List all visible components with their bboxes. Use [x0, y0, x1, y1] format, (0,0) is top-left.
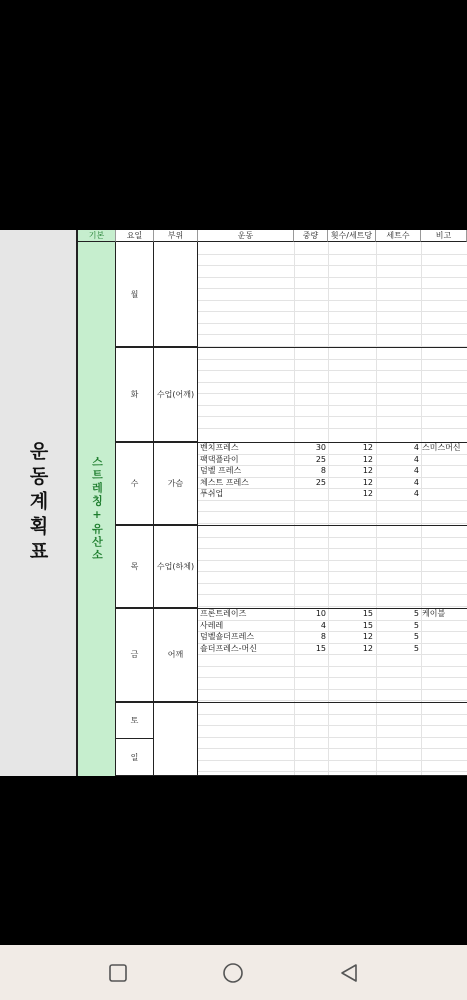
day-sat[interactable]: 토 — [116, 702, 154, 739]
reps-value: 15 — [362, 609, 373, 618]
mon-rows[interactable] — [198, 242, 467, 347]
spreadsheet — [0, 230, 467, 776]
reps-value: 15 — [362, 620, 373, 630]
day-separator — [116, 347, 467, 348]
exercise-name: 숄더프레스-머신 — [200, 643, 257, 653]
weight-value: 8 — [320, 632, 326, 641]
part-weekend[interactable] — [154, 702, 198, 776]
reps-value: 12 — [362, 477, 373, 487]
header-part[interactable]: 부위 — [154, 230, 198, 242]
day-separator — [116, 525, 467, 526]
sets-value: 5 — [413, 632, 419, 641]
part-tue[interactable]: 수업(어깨) — [154, 347, 198, 442]
navigation-bar — [0, 945, 467, 1000]
header-day[interactable]: 요일 — [116, 230, 154, 242]
exercise-name: 체스트 프레스 — [200, 477, 249, 487]
weight-value: 8 — [320, 466, 326, 475]
exercise-name: 덤벨숄더프레스 — [200, 632, 255, 641]
sets-value: 5 — [413, 643, 419, 653]
header-note[interactable]: 비고 — [421, 230, 467, 242]
exercise-name: 프론트레이즈 — [200, 609, 247, 618]
recent-apps-icon — [108, 963, 128, 983]
header-base[interactable]: 기본 — [77, 230, 116, 242]
sets-value: 4 — [413, 477, 419, 487]
header-weight[interactable]: 중량 — [294, 230, 328, 242]
header-reps[interactable]: 횟수/세트당 — [328, 230, 376, 242]
weight-value: 25 — [315, 477, 326, 487]
part-fri[interactable]: 어깨 — [154, 608, 198, 702]
home-button[interactable] — [213, 953, 253, 993]
exercise-name: 벤치프레스 — [200, 443, 239, 452]
part-wed[interactable]: 가슴 — [154, 442, 198, 525]
sets-value: 4 — [413, 443, 419, 452]
wed-rows[interactable] — [198, 442, 467, 525]
sets-value: 4 — [413, 489, 419, 498]
note-value: 케이블 — [422, 609, 446, 618]
part-thu[interactable]: 수업(하체) — [154, 525, 198, 608]
day-thu[interactable]: 목 — [116, 525, 154, 608]
back-button[interactable] — [329, 953, 369, 993]
day-mon[interactable]: 월 — [116, 242, 154, 347]
exercise-name: 덤벨 프레스 — [200, 466, 242, 475]
sets-value: 4 — [413, 454, 419, 464]
weekend-rows[interactable] — [198, 702, 467, 776]
day-separator — [116, 442, 467, 443]
exercise-name: 팩댁플라이 — [200, 454, 239, 464]
note-value: 스미스머신 — [422, 443, 461, 452]
exercise-name: 푸쉬업 — [200, 489, 224, 498]
sheet-title: 운동계획표 — [26, 440, 49, 566]
day-sun[interactable]: 일 — [116, 739, 154, 776]
day-fri[interactable]: 금 — [116, 608, 154, 702]
weight-value: 15 — [315, 643, 326, 653]
title-cell[interactable] — [0, 230, 77, 776]
sets-value: 5 — [413, 609, 419, 618]
header-sets[interactable]: 세트수 — [376, 230, 421, 242]
reps-value: 12 — [362, 643, 373, 653]
day-tue[interactable]: 화 — [116, 347, 154, 442]
weight-value: 30 — [315, 443, 326, 452]
part-mon[interactable] — [154, 242, 198, 347]
day-separator — [116, 702, 467, 703]
reps-value: 12 — [362, 466, 373, 475]
base-note: 스트레칭+유산소 — [90, 456, 104, 562]
day-separator — [116, 608, 467, 609]
reps-value: 12 — [362, 443, 373, 452]
reps-value: 12 — [362, 632, 373, 641]
header-exercise[interactable]: 운동 — [198, 230, 294, 242]
day-separator — [116, 775, 467, 776]
day-wed[interactable]: 수 — [116, 442, 154, 525]
exercise-name: 사레레 — [200, 620, 224, 630]
home-icon — [222, 962, 244, 984]
tue-rows[interactable] — [198, 347, 467, 442]
recent-apps-button[interactable] — [98, 953, 138, 993]
sets-value: 4 — [413, 466, 419, 475]
base-note-cell[interactable] — [77, 242, 116, 776]
weight-value: 10 — [315, 609, 326, 618]
weight-value: 25 — [315, 454, 326, 464]
thu-rows[interactable] — [198, 525, 467, 608]
fri-rows[interactable] — [198, 608, 467, 702]
reps-value: 12 — [362, 454, 373, 464]
sets-value: 5 — [413, 620, 419, 630]
reps-value: 12 — [362, 489, 373, 498]
weight-value: 4 — [320, 620, 326, 630]
back-icon — [339, 963, 359, 983]
